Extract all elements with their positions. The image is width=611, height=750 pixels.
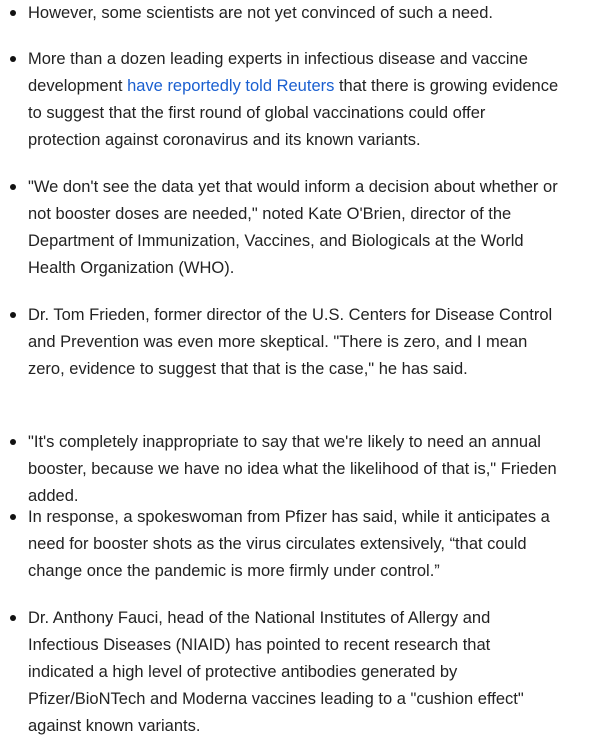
text-line: added. [28,487,79,505]
bullet-dot-icon [10,10,16,16]
text-line: need for booster shots as the virus circulates extensively, “that could [28,535,527,553]
bullet-text [28,429,603,510]
text-line: against known variants. [28,717,201,735]
text-line: Dr. Anthony Fauci, head of the National Institutes of Allergy and [28,609,491,627]
text-line: change once the pandemic is more firmly under control.” [28,562,440,580]
text-line [28,73,603,100]
text-line: Health Organization (WHO). [28,259,235,277]
bullet-dot-icon [10,615,16,621]
text-line: "We don't see the data yet that would inform a decision about whether or [28,178,558,196]
text-line: Infectious Diseases (NIAID) has pointed to recent research that [28,636,491,654]
bullet-text [28,0,603,27]
bullet-text [28,46,603,154]
text-line: Pfizer/BioNTech and Moderna vaccines leading to a "cushion effect" [28,690,524,708]
text-line: not booster doses are needed," noted Kate O'Brien, director of the [28,205,512,223]
text-line: In response, a spokeswoman from Pfizer has said, while it anticipates a [28,508,550,526]
text-line: indicated a high level of protective antibodies generated by [28,663,458,681]
text-line: However, some scientists are not yet convinced of such a need. [28,4,493,22]
bullet-dot-icon [10,184,16,190]
text-segment: development [28,77,128,95]
text-line: to suggest that the first round of global vaccinations could offer [28,104,486,122]
reuters-link[interactable]: have reportedly told Reuters [127,77,335,95]
text-line: booster, because we have no idea what the likelihood of that is," Frieden [28,460,557,478]
text-line: More than a dozen leading experts in infectious disease and vaccine [28,50,528,68]
bullet-dot-icon [10,514,16,520]
text-line: zero, evidence to suggest that that is the case," he has said. [28,360,468,378]
text-line: protection against coronavirus and its known variants. [28,131,421,149]
text-segment: that there is growing evidence [334,77,559,95]
bullet-dot-icon [10,312,16,318]
bullet-dot-icon [10,56,16,62]
text-line: and Prevention was even more skeptical. "There is zero, and I mean [28,333,528,351]
bullet-text [28,174,603,282]
bullet-text [28,605,603,740]
text-line: Department of Immunization, Vaccines, and Biologicals at the World [28,232,524,250]
bullet-text [28,302,603,383]
bullet-dot-icon [10,439,16,445]
text-line: "It's completely inappropriate to say that we're likely to need an annual [28,433,541,451]
text-line: Dr. Tom Frieden, former director of the U.S. Centers for Disease Control [28,306,553,324]
bullet-text [28,504,603,585]
